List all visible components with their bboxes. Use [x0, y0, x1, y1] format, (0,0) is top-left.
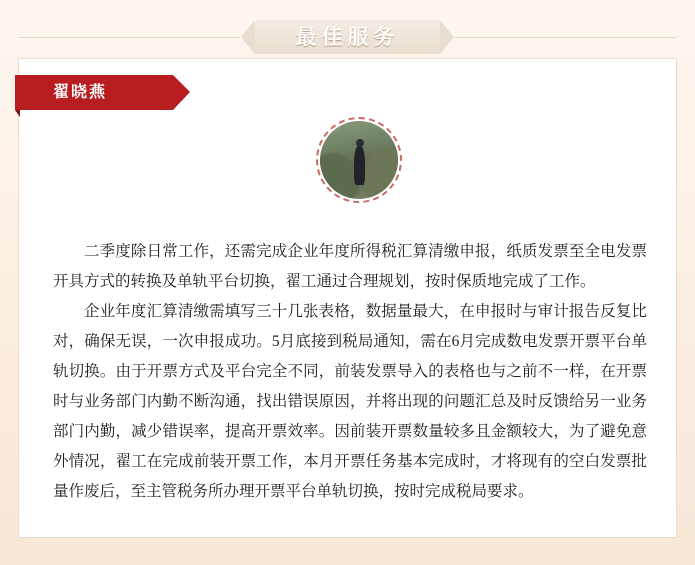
banner-divider-right: [455, 37, 677, 38]
avatar-dashed-ring: [316, 117, 402, 203]
banner-divider-left: [18, 37, 240, 38]
ribbon-tail-decoration: [15, 110, 20, 117]
profile-card: [18, 58, 677, 538]
paragraph-2: 企业年度汇算清缴需填写三十几张表格，数据量最大，在申报时与审计报告反复比对，确保无误，一次申报成功。5月底接到税局通知，需在6月完成数电发票开票平台单轨切换。由于开票方式及平台完全不同，前装发票导入的表格也与之前不一样，在开票时与业务部门内勤不断沟通，找出错误原因，并将出现的问题汇总及时反馈给另一业务部门内勤，减少错误率，提高开票效率。因前装开票数量较多且金额较大，为了避免意外情况，翟工在完成前装开票工作，本月开票任务基本完成时，才将现有的空白发票批量作废后，至主管税务所办理开票平台单轨切换，按时完成税局要求。: [53, 303, 647, 500]
article-body: [53, 237, 647, 507]
paragraph-1: 二季度除日常工作，还需完成企业年度所得税汇算清缴申报，纸质发票至全电发票开具方式的转换及单轨平台切换，翟工通过合理规划，按时保质地完成了工作。: [53, 243, 647, 290]
page-title: 最佳服务: [295, 25, 400, 49]
person-name-ribbon: 翟晓燕: [15, 75, 190, 110]
avatar: [316, 117, 402, 203]
header-banner: [0, 10, 695, 54]
